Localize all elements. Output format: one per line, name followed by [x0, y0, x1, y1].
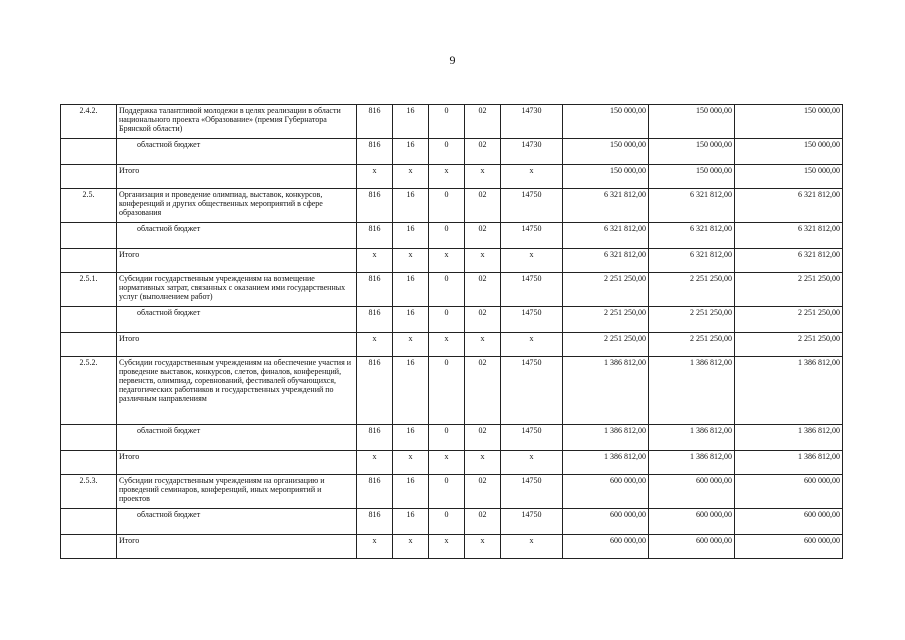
amount-cell-3: 600 000,00 — [735, 475, 843, 509]
code-cell-5: х — [501, 333, 563, 357]
code-cell-2: х — [393, 333, 429, 357]
row-number-cell — [61, 425, 117, 451]
code-cell-1: х — [357, 333, 393, 357]
amount-cell-2: 600 000,00 — [649, 535, 735, 559]
table-row — [61, 535, 843, 559]
amount-cell-2: 150 000,00 — [649, 139, 735, 165]
code-cell-5: 14750 — [501, 273, 563, 307]
table-row — [61, 425, 843, 451]
code-cell-5: 14750 — [501, 357, 563, 425]
amount-cell-3: 6 321 812,00 — [735, 223, 843, 249]
code-cell-3: х — [429, 535, 465, 559]
row-name-cell: Поддержка талантливой молодежи в целях реализации в области национального проекта «Образование» (премия Губернатора Брянской области) — [117, 105, 357, 139]
table-row — [61, 451, 843, 475]
amount-cell-3: 2 251 250,00 — [735, 307, 843, 333]
amount-cell-3: 150 000,00 — [735, 139, 843, 165]
code-cell-4: 02 — [465, 223, 501, 249]
code-cell-3: 0 — [429, 273, 465, 307]
code-cell-2: 16 — [393, 475, 429, 509]
code-cell-4: 02 — [465, 307, 501, 333]
amount-cell-2: 2 251 250,00 — [649, 273, 735, 307]
table-body — [61, 105, 843, 559]
code-cell-3: 0 — [429, 425, 465, 451]
code-cell-3: х — [429, 249, 465, 273]
code-cell-1: 816 — [357, 357, 393, 425]
code-cell-4: 02 — [465, 139, 501, 165]
code-cell-4: х — [465, 165, 501, 189]
table-row — [61, 139, 843, 165]
code-cell-3: х — [429, 333, 465, 357]
table-row — [61, 223, 843, 249]
code-cell-3: 0 — [429, 357, 465, 425]
code-cell-4: 02 — [465, 509, 501, 535]
row-number-cell: 2.5.3. — [61, 475, 117, 509]
code-cell-5: 14730 — [501, 105, 563, 139]
row-number-cell: 2.5.1. — [61, 273, 117, 307]
amount-cell-1: 150 000,00 — [563, 139, 649, 165]
amount-cell-1: 1 386 812,00 — [563, 357, 649, 425]
row-name-cell: Субсидии государственным учреждениям на обеспечение участия и проведение выставок, конкурсов, слетов, финалов, конференций, первенств, олимпиад, соревнований, фестивалей обучающихся, педагогических работников и государственных учреждений по различным направлениям — [117, 357, 357, 425]
amount-cell-2: 1 386 812,00 — [649, 357, 735, 425]
amount-cell-2: 2 251 250,00 — [649, 307, 735, 333]
row-name-cell: Итого — [117, 249, 357, 273]
code-cell-3: х — [429, 451, 465, 475]
amount-cell-2: 150 000,00 — [649, 105, 735, 139]
code-cell-5: 14750 — [501, 307, 563, 333]
row-number-cell: 2.5.2. — [61, 357, 117, 425]
table-row — [61, 249, 843, 273]
code-cell-3: 0 — [429, 223, 465, 249]
code-cell-1: 816 — [357, 223, 393, 249]
code-cell-1: 816 — [357, 105, 393, 139]
row-name-cell: Организация и проведение олимпиад, выставок, конкурсов, конференций и других общественных мероприятий в сфере образования — [117, 189, 357, 223]
amount-cell-3: 1 386 812,00 — [735, 357, 843, 425]
code-cell-3: 0 — [429, 105, 465, 139]
amount-cell-2: 600 000,00 — [649, 509, 735, 535]
amount-cell-3: 6 321 812,00 — [735, 249, 843, 273]
table-row — [61, 357, 843, 425]
row-name-cell: Итого — [117, 535, 357, 559]
code-cell-1: 816 — [357, 425, 393, 451]
code-cell-4: 02 — [465, 189, 501, 223]
code-cell-4: 02 — [465, 425, 501, 451]
table-row — [61, 509, 843, 535]
row-number-cell — [61, 139, 117, 165]
amount-cell-1: 150 000,00 — [563, 105, 649, 139]
row-number-cell — [61, 249, 117, 273]
amount-cell-1: 6 321 812,00 — [563, 249, 649, 273]
code-cell-1: 816 — [357, 189, 393, 223]
code-cell-2: х — [393, 165, 429, 189]
row-number-cell — [61, 165, 117, 189]
row-number-cell: 2.4.2. — [61, 105, 117, 139]
table-row — [61, 307, 843, 333]
table-row — [61, 273, 843, 307]
amount-cell-2: 6 321 812,00 — [649, 189, 735, 223]
code-cell-5: х — [501, 249, 563, 273]
amount-cell-3: 2 251 250,00 — [735, 333, 843, 357]
amount-cell-1: 6 321 812,00 — [563, 189, 649, 223]
code-cell-5: 14750 — [501, 475, 563, 509]
code-cell-1: 816 — [357, 509, 393, 535]
code-cell-1: х — [357, 249, 393, 273]
code-cell-3: 0 — [429, 475, 465, 509]
code-cell-1: х — [357, 165, 393, 189]
row-number-cell — [61, 535, 117, 559]
row-name-cell: областной бюджет — [117, 139, 357, 165]
code-cell-2: х — [393, 451, 429, 475]
row-name-cell: Итого — [117, 165, 357, 189]
code-cell-4: 02 — [465, 475, 501, 509]
code-cell-5: х — [501, 165, 563, 189]
amount-cell-3: 1 386 812,00 — [735, 425, 843, 451]
amount-cell-1: 1 386 812,00 — [563, 425, 649, 451]
code-cell-4: х — [465, 333, 501, 357]
amount-cell-1: 2 251 250,00 — [563, 333, 649, 357]
amount-cell-3: 600 000,00 — [735, 509, 843, 535]
row-number-cell — [61, 451, 117, 475]
amount-cell-3: 2 251 250,00 — [735, 273, 843, 307]
code-cell-2: 16 — [393, 307, 429, 333]
amount-cell-2: 2 251 250,00 — [649, 333, 735, 357]
amount-cell-3: 600 000,00 — [735, 535, 843, 559]
amount-cell-1: 1 386 812,00 — [563, 451, 649, 475]
code-cell-2: 16 — [393, 357, 429, 425]
code-cell-1: 816 — [357, 273, 393, 307]
amount-cell-1: 150 000,00 — [563, 165, 649, 189]
code-cell-4: 02 — [465, 105, 501, 139]
amount-cell-1: 2 251 250,00 — [563, 307, 649, 333]
amount-cell-1: 600 000,00 — [563, 475, 649, 509]
code-cell-3: х — [429, 165, 465, 189]
table-row — [61, 333, 843, 357]
code-cell-4: 02 — [465, 357, 501, 425]
page-number: 9 — [449, 53, 456, 67]
code-cell-2: 16 — [393, 189, 429, 223]
code-cell-2: 16 — [393, 273, 429, 307]
amount-cell-2: 600 000,00 — [649, 475, 735, 509]
row-number-cell — [61, 509, 117, 535]
amount-cell-2: 6 321 812,00 — [649, 249, 735, 273]
amount-cell-1: 6 321 812,00 — [563, 223, 649, 249]
table-row — [61, 165, 843, 189]
code-cell-2: 16 — [393, 425, 429, 451]
amount-cell-1: 600 000,00 — [563, 535, 649, 559]
code-cell-2: х — [393, 535, 429, 559]
amount-cell-3: 1 386 812,00 — [735, 451, 843, 475]
code-cell-3: 0 — [429, 307, 465, 333]
row-number-cell — [61, 307, 117, 333]
code-cell-3: 0 — [429, 189, 465, 223]
row-name-cell: Субсидии государственным учреждениям на возмещение нормативных затрат, связанных с оказанием ими государственных услуг (выполнением работ) — [117, 273, 357, 307]
code-cell-4: х — [465, 451, 501, 475]
row-number-cell: 2.5. — [61, 189, 117, 223]
code-cell-1: х — [357, 535, 393, 559]
code-cell-5: 14750 — [501, 425, 563, 451]
amount-cell-2: 150 000,00 — [649, 165, 735, 189]
row-number-cell — [61, 223, 117, 249]
row-name-cell: областной бюджет — [117, 509, 357, 535]
code-cell-1: 816 — [357, 475, 393, 509]
amount-cell-3: 6 321 812,00 — [735, 189, 843, 223]
code-cell-2: 16 — [393, 139, 429, 165]
row-name-cell: областной бюджет — [117, 425, 357, 451]
row-number-cell — [61, 333, 117, 357]
table-row — [61, 105, 843, 139]
amount-cell-1: 2 251 250,00 — [563, 273, 649, 307]
code-cell-1: 816 — [357, 307, 393, 333]
code-cell-4: 02 — [465, 273, 501, 307]
code-cell-2: 16 — [393, 509, 429, 535]
code-cell-5: 14750 — [501, 189, 563, 223]
code-cell-1: х — [357, 451, 393, 475]
code-cell-3: 0 — [429, 139, 465, 165]
budget-table — [60, 104, 843, 559]
code-cell-2: 16 — [393, 105, 429, 139]
code-cell-3: 0 — [429, 509, 465, 535]
code-cell-5: х — [501, 535, 563, 559]
amount-cell-2: 6 321 812,00 — [649, 223, 735, 249]
amount-cell-3: 150 000,00 — [735, 105, 843, 139]
amount-cell-1: 600 000,00 — [563, 509, 649, 535]
code-cell-5: х — [501, 451, 563, 475]
code-cell-5: 14750 — [501, 509, 563, 535]
row-name-cell: Итого — [117, 451, 357, 475]
amount-cell-2: 1 386 812,00 — [649, 451, 735, 475]
row-name-cell: областной бюджет — [117, 223, 357, 249]
amount-cell-2: 1 386 812,00 — [649, 425, 735, 451]
code-cell-5: 14750 — [501, 223, 563, 249]
row-name-cell: областной бюджет — [117, 307, 357, 333]
code-cell-2: 16 — [393, 223, 429, 249]
code-cell-1: 816 — [357, 139, 393, 165]
code-cell-4: х — [465, 535, 501, 559]
code-cell-2: х — [393, 249, 429, 273]
amount-cell-3: 150 000,00 — [735, 165, 843, 189]
code-cell-4: х — [465, 249, 501, 273]
table-row — [61, 189, 843, 223]
table-row — [61, 475, 843, 509]
code-cell-5: 14730 — [501, 139, 563, 165]
row-name-cell: Субсидии государственным учреждениям на организацию и проведений семинаров, конференций, иных мероприятий и проектов — [117, 475, 357, 509]
row-name-cell: Итого — [117, 333, 357, 357]
